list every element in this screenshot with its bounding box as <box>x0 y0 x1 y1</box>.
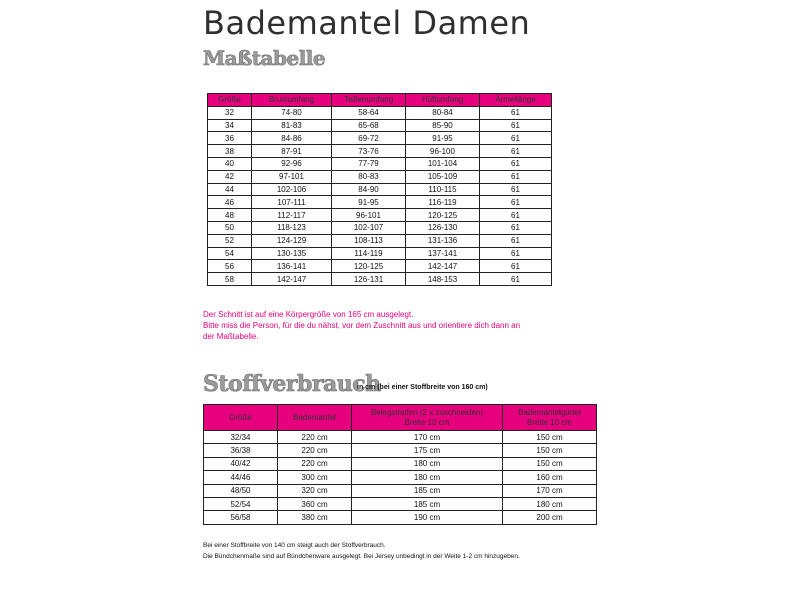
table-cell: 84-86 <box>252 132 332 145</box>
table-row <box>208 260 552 273</box>
size-note-3: der Maßtabelle. <box>203 332 259 341</box>
table-cell: 61 <box>480 273 552 286</box>
table-row <box>208 145 552 158</box>
fabric-table-body <box>204 431 597 525</box>
fabric-header-groesse: Größe <box>204 405 278 431</box>
fabric-table-header-row <box>204 405 597 431</box>
table-cell: 77-79 <box>332 157 406 170</box>
table-cell: 126-130 <box>406 221 480 234</box>
table-cell: 114-119 <box>332 247 406 260</box>
table-cell: 112-117 <box>252 209 332 222</box>
table-cell: 175 cm <box>352 444 503 457</box>
table-cell: 91-95 <box>406 132 480 145</box>
table-cell: 48 <box>208 209 252 222</box>
table-cell: 61 <box>480 119 552 132</box>
table-cell: 40 <box>208 157 252 170</box>
fabric-footnote-1: Bei einer Stoffbreite von 140 cm steigt auch der Stoffverbrauch. <box>203 542 386 549</box>
table-row <box>208 234 552 247</box>
table-row <box>204 497 597 510</box>
table-cell: 38 <box>208 145 252 158</box>
table-cell: 150 cm <box>503 444 597 457</box>
table-cell: 142-147 <box>252 273 332 286</box>
table-cell: 131-136 <box>406 234 480 247</box>
table-cell: 116-119 <box>406 196 480 209</box>
table-row <box>208 247 552 260</box>
page-title: Bademantel Damen <box>203 4 531 42</box>
table-cell: 80-84 <box>406 106 480 119</box>
table-cell: 101-104 <box>406 157 480 170</box>
table-cell: 190 cm <box>352 511 503 524</box>
table-cell: 97-101 <box>252 170 332 183</box>
table-cell: 126-131 <box>332 273 406 286</box>
table-cell: 65-68 <box>332 119 406 132</box>
fabric-table <box>203 404 597 525</box>
table-row <box>204 511 597 524</box>
table-cell: 61 <box>480 209 552 222</box>
table-cell: 74-80 <box>252 106 332 119</box>
size-header-taille: Taillenumfang <box>332 94 406 107</box>
table-cell: 102-106 <box>252 183 332 196</box>
table-cell: 61 <box>480 106 552 119</box>
table-cell: 96-100 <box>406 145 480 158</box>
table-cell: 300 cm <box>278 471 352 484</box>
table-cell: 170 cm <box>352 431 503 444</box>
table-cell: 50 <box>208 221 252 234</box>
table-cell: 58 <box>208 273 252 286</box>
table-cell: 180 cm <box>352 457 503 470</box>
fabric-heading-note: in cm (bei einer Stoffbreite von 160 cm) <box>357 384 488 391</box>
size-table-body <box>208 106 552 285</box>
table-cell: 81-83 <box>252 119 332 132</box>
table-cell: 61 <box>480 183 552 196</box>
size-header-brust: Brustumfang <box>252 94 332 107</box>
table-cell: 96-101 <box>332 209 406 222</box>
table-cell: 92-96 <box>252 157 332 170</box>
table-cell: 34 <box>208 119 252 132</box>
table-cell: 58-64 <box>332 106 406 119</box>
table-cell: 220 cm <box>278 457 352 470</box>
table-cell: 40/42 <box>204 457 278 470</box>
table-row <box>208 119 552 132</box>
table-cell: 130-135 <box>252 247 332 260</box>
table-cell: 136-141 <box>252 260 332 273</box>
size-table <box>207 93 552 286</box>
table-cell: 73-76 <box>332 145 406 158</box>
table-row <box>208 221 552 234</box>
table-cell: 52 <box>208 234 252 247</box>
fabric-table-heading: Stoffverbrauch <box>203 371 381 397</box>
table-row <box>204 444 597 457</box>
table-cell: 46 <box>208 196 252 209</box>
table-cell: 118-123 <box>252 221 332 234</box>
table-cell: 220 cm <box>278 444 352 457</box>
table-cell: 120-125 <box>406 209 480 222</box>
size-table-heading: Maßtabelle <box>203 46 326 70</box>
table-cell: 36/38 <box>204 444 278 457</box>
table-cell: 69-72 <box>332 132 406 145</box>
table-cell: 220 cm <box>278 431 352 444</box>
table-cell: 32 <box>208 106 252 119</box>
table-row <box>208 157 552 170</box>
table-cell: 160 cm <box>503 471 597 484</box>
size-note-1: Der Schnitt ist auf eine Körpergröße von 165 cm ausgelegt. <box>203 310 414 319</box>
fabric-header-belegstreifen: Belegstreifen (2 x zuschneiden) Breite 10 cm <box>352 405 503 431</box>
table-cell: 56 <box>208 260 252 273</box>
table-cell: 61 <box>480 234 552 247</box>
table-cell: 108-113 <box>332 234 406 247</box>
table-cell: 110-115 <box>406 183 480 196</box>
table-cell: 61 <box>480 221 552 234</box>
table-row <box>208 183 552 196</box>
table-cell: 48/50 <box>204 484 278 497</box>
size-note-2: Bitte miss die Person, für die du nähst, vor dem Zuschnitt aus und orientiere dich dann an <box>203 321 521 330</box>
table-cell: 44 <box>208 183 252 196</box>
table-row <box>204 457 597 470</box>
table-cell: 180 cm <box>503 497 597 510</box>
table-cell: 150 cm <box>503 457 597 470</box>
table-cell: 52/54 <box>204 497 278 510</box>
table-cell: 44/46 <box>204 471 278 484</box>
table-cell: 54 <box>208 247 252 260</box>
table-cell: 360 cm <box>278 497 352 510</box>
table-cell: 84-90 <box>332 183 406 196</box>
table-row <box>208 196 552 209</box>
table-cell: 61 <box>480 170 552 183</box>
table-cell: 185 cm <box>352 497 503 510</box>
table-cell: 61 <box>480 157 552 170</box>
table-row <box>208 209 552 222</box>
size-header-groesse: Größe <box>208 94 252 107</box>
table-cell: 124-129 <box>252 234 332 247</box>
table-cell: 61 <box>480 145 552 158</box>
table-cell: 102-107 <box>332 221 406 234</box>
fabric-footnote-2: Die Bündchenmaße sind auf Bündchenware ausgelegt. Bei Jersey unbedingt in der Weite 1-2 cm hinzugeben. <box>203 553 520 560</box>
table-cell: 185 cm <box>352 484 503 497</box>
size-table-header-row <box>208 94 552 107</box>
table-cell: 61 <box>480 247 552 260</box>
table-row <box>204 484 597 497</box>
table-cell: 107-111 <box>252 196 332 209</box>
table-cell: 61 <box>480 196 552 209</box>
table-row <box>208 106 552 119</box>
table-row <box>204 431 597 444</box>
table-row <box>208 132 552 145</box>
table-cell: 36 <box>208 132 252 145</box>
table-cell: 137-141 <box>406 247 480 260</box>
table-cell: 142-147 <box>406 260 480 273</box>
fabric-header-bademantel: Bademantel <box>278 405 352 431</box>
size-header-aermel: Ärmellänge <box>480 94 552 107</box>
table-cell: 56/58 <box>204 511 278 524</box>
table-cell: 320 cm <box>278 484 352 497</box>
size-header-huefte: Hüftumfang <box>406 94 480 107</box>
table-cell: 85-90 <box>406 119 480 132</box>
table-cell: 170 cm <box>503 484 597 497</box>
table-cell: 180 cm <box>352 471 503 484</box>
table-cell: 150 cm <box>503 431 597 444</box>
table-cell: 80-83 <box>332 170 406 183</box>
table-cell: 120-125 <box>332 260 406 273</box>
table-cell: 380 cm <box>278 511 352 524</box>
table-row <box>208 273 552 286</box>
table-cell: 42 <box>208 170 252 183</box>
fabric-header-guertel: Bademantelgürtel Breite 10 cm <box>503 405 597 431</box>
table-cell: 61 <box>480 132 552 145</box>
table-cell: 105-109 <box>406 170 480 183</box>
table-cell: 87-91 <box>252 145 332 158</box>
table-row <box>208 170 552 183</box>
table-cell: 61 <box>480 260 552 273</box>
table-row <box>204 471 597 484</box>
table-cell: 32/34 <box>204 431 278 444</box>
table-cell: 148-153 <box>406 273 480 286</box>
table-cell: 91-95 <box>332 196 406 209</box>
table-cell: 200 cm <box>503 511 597 524</box>
